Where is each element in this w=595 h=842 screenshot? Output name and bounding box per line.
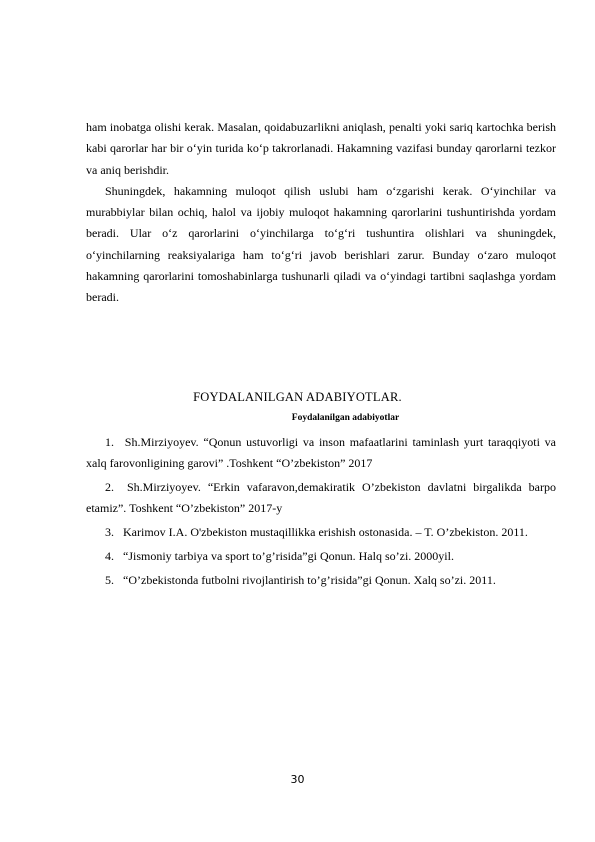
paragraph: Shuningdek, hakamning muloqot qilish uslubi ham o‘zgarishi kerak. O‘yinchilar va murabbiylar bilan ochiq, halol va ijobiy muloqot hakamning qarorlarini tushuntirishda yordam beradi. Ular o‘z qarorlarini o‘yinchilarga to‘g‘ri tushuntira olishlari va shuningdek, o‘yinchilarning reaksiyalariga ham to‘g‘ri javob berishlari zarur. Bunday o‘zaro muloqot hakamning qarorlarini tomoshabinlarga tushunarli qiladi va o‘yindagi tartibni saqlashga yordam beradi. — [86, 183, 556, 305]
body-text — [86, 117, 556, 309]
bibliography-item — [86, 432, 556, 474]
bibliography-item — [86, 570, 556, 591]
bibliography-item-number: 5. — [105, 573, 114, 587]
bibliography-item-text: Sh.Mirziyoyev. “Erkin vafaravon,demakiratik O’zbekiston davlatni birgalikda barpo etamiz”. Toshkent “O’zbekiston” 2017-y — [86, 480, 556, 515]
bibliography-item-number: 1. — [105, 435, 114, 449]
paragraph: ham inobatga olishi kerak. Masalan, qoidabuzarlikni aniqlash, penalti yoki sariq kartochka berish kabi qarorlar har bir o‘yin turida ko‘p takrorlanadi. Hakamning vazifasi bunday qarorlarni tezkor va aniq berishdir. — [86, 120, 556, 177]
page-number: 30 — [290, 773, 305, 786]
bibliography-item-text: Karimov I.A. O'zbekiston mustaqillikka erishish ostonasida. – T. O’zbekiston. 2011. — [123, 525, 528, 539]
bibliography-item — [86, 546, 556, 567]
bibliography-item — [86, 477, 556, 519]
bibliography-list — [86, 432, 556, 594]
bibliography-item — [86, 522, 556, 543]
bibliography-item-number: 3. — [105, 525, 114, 539]
bibliography-item-text: Sh.Mirziyoyev. “Qonun ustuvorligi va inson mafaatlarini taminlash yurt taraqqiyoti va xalq farovonligining garovi” .Toshkent “O’zbekiston” 2017 — [86, 435, 557, 470]
bibliography-item-number: 4. — [105, 549, 114, 563]
bibliography-item-text: “O’zbekistonda futbolni rivojlantirish to’g’risida”gi Qonun. Xalq so’zi. 2011. — [123, 573, 496, 587]
bibliography-title: FOYDALANILGAN ADABIYOTLAR. — [193, 390, 402, 404]
bibliography-item-number: 2. — [105, 480, 114, 494]
bibliography-subtitle: Foydalanilgan adabiyotlar — [291, 413, 400, 423]
bibliography-item-text: “Jismoniy tarbiya va sport to’g’risida”gi Qonun. Halq so’zi. 2000yil. — [123, 549, 454, 563]
